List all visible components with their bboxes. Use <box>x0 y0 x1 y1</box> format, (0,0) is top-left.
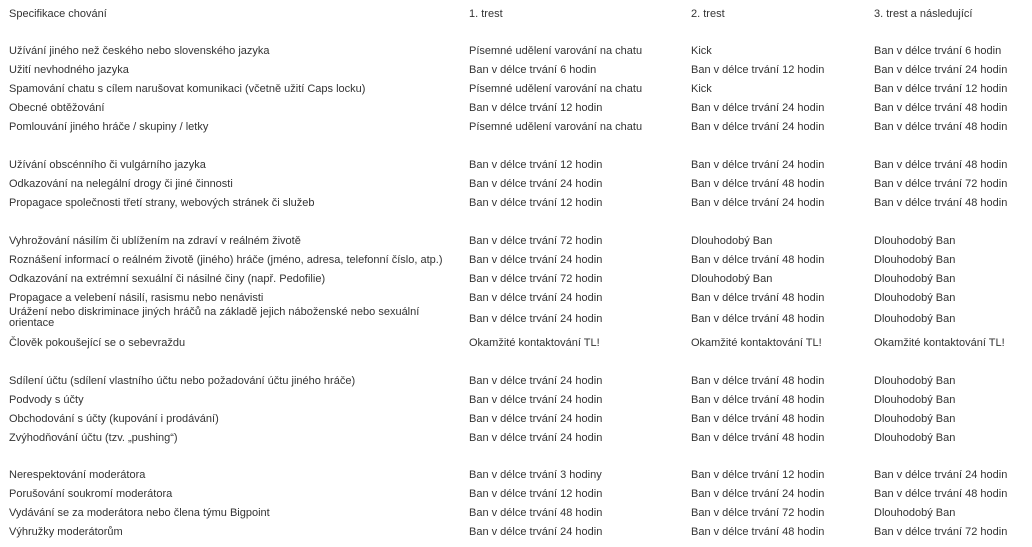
table-row <box>0 99 1032 118</box>
third-penalty-cell: Ban v délce trvání 72 hodin <box>874 178 1008 190</box>
first-penalty-cell: Ban v délce trvání 24 hodin <box>469 432 603 444</box>
second-penalty-cell: Kick <box>691 45 712 57</box>
third-penalty-cell: Ban v délce trvání 48 hodin <box>874 197 1008 209</box>
second-penalty-cell: Kick <box>691 83 712 95</box>
behavior-cell: Obchodování s účty (kupování i prodávání) <box>9 413 219 425</box>
table-row <box>0 42 1032 61</box>
behavior-cell: Vydávání se za moderátora nebo člena týmu Bigpoint <box>9 507 270 519</box>
second-penalty-cell: Ban v délce trvání 12 hodin <box>691 64 825 76</box>
table-row <box>0 334 1032 353</box>
table-row <box>0 175 1032 194</box>
behavior-cell: Propagace společnosti třetí strany, webových stránek či služeb <box>9 197 315 209</box>
second-penalty-cell: Ban v délce trvání 48 hodin <box>691 292 825 304</box>
behavior-cell: Užívání obscénního či vulgárního jazyka <box>9 159 206 171</box>
behavior-cell: Výhružky moderátorům <box>9 526 123 538</box>
behavior-cell: Odkazování na nelegální drogy či jiné činnosti <box>9 178 233 190</box>
table-row <box>0 523 1032 542</box>
behavior-cell: Urážení nebo diskriminace jiných hráčů na základě jejich náboženské nebo sexuální orientace <box>9 306 420 329</box>
header-row <box>0 5 1032 24</box>
second-penalty-cell: Ban v délce trvání 12 hodin <box>691 469 825 481</box>
behavior-cell: Užití nevhodného jazyka <box>9 64 129 76</box>
behavior-cell: Sdílení účtu (sdílení vlastního účtu nebo požadování účtu jiného hráče) <box>9 375 356 387</box>
third-penalty-cell: Ban v délce trvání 48 hodin <box>874 121 1008 133</box>
table-row <box>0 270 1032 289</box>
table-row <box>0 194 1032 213</box>
second-penalty-cell: Okamžité kontaktování TL! <box>691 337 822 349</box>
behavior-cell: Podvody s účty <box>9 394 84 406</box>
third-penalty-cell: Okamžité kontaktování TL! <box>874 337 1005 349</box>
first-penalty-cell: Písemné udělení varování na chatu <box>469 45 643 57</box>
table-row <box>0 232 1032 251</box>
behavior-cell: Pomlouvání jiného hráče / skupiny / letky <box>9 121 209 133</box>
first-penalty-cell: Ban v délce trvání 72 hodin <box>469 235 603 247</box>
second-penalty-cell: Ban v délce trvání 48 hodin <box>691 394 825 406</box>
third-penalty-cell: Dlouhodobý Ban <box>874 254 956 266</box>
second-penalty-cell: Ban v délce trvání 48 hodin <box>691 375 825 387</box>
table-row <box>0 504 1032 523</box>
table-row <box>0 466 1032 485</box>
second-penalty-cell: Ban v délce trvání 48 hodin <box>691 178 825 190</box>
table-row <box>0 251 1032 270</box>
third-penalty-cell: Dlouhodobý Ban <box>874 235 956 247</box>
second-penalty-cell: Ban v délce trvání 24 hodin <box>691 488 825 500</box>
behavior-cell: Nerespektování moderátora <box>9 469 146 481</box>
third-penalty-cell: Ban v délce trvání 48 hodin <box>874 102 1008 114</box>
second-penalty-cell: Dlouhodobý Ban <box>691 273 773 285</box>
table-row <box>0 372 1032 391</box>
second-penalty-cell: Ban v délce trvání 24 hodin <box>691 121 825 133</box>
second-penalty-cell: Ban v délce trvání 48 hodin <box>691 432 825 444</box>
table-row <box>0 80 1032 99</box>
first-penalty-cell: Ban v délce trvání 72 hodin <box>469 273 603 285</box>
first-penalty-cell: Ban v délce trvání 24 hodin <box>469 254 603 266</box>
first-penalty-cell: Okamžité kontaktování TL! <box>469 337 600 349</box>
table-row <box>0 485 1032 504</box>
third-penalty-cell: Ban v délce trvání 48 hodin <box>874 488 1008 500</box>
header-second-penalty: 2. trest <box>691 8 725 20</box>
first-penalty-cell: Ban v délce trvání 12 hodin <box>469 488 603 500</box>
behavior-cell: Porušování soukromí moderátora <box>9 488 173 500</box>
third-penalty-cell: Dlouhodobý Ban <box>874 292 956 304</box>
third-penalty-cell: Ban v délce trvání 24 hodin <box>874 64 1008 76</box>
second-penalty-cell: Ban v délce trvání 48 hodin <box>691 313 825 325</box>
header-third-penalty: 3. trest a následující <box>874 8 973 20</box>
behavior-cell: Roznášení informací o reálném životě (jiného) hráče (jméno, adresa, telefonní číslo, atp.) <box>9 254 443 266</box>
third-penalty-cell: Dlouhodobý Ban <box>874 413 956 425</box>
behavior-cell: Užívání jiného než českého nebo slovenského jazyka <box>9 45 270 57</box>
second-penalty-cell: Ban v délce trvání 24 hodin <box>691 102 825 114</box>
third-penalty-cell: Ban v délce trvání 12 hodin <box>874 83 1008 95</box>
behavior-cell: Propagace a velebení násilí, rasismu nebo nenávisti <box>9 292 264 304</box>
behavior-cell: Spamování chatu s cílem narušovat komunikaci (včetně užití Caps locku) <box>9 83 366 95</box>
first-penalty-cell: Ban v délce trvání 12 hodin <box>469 159 603 171</box>
first-penalty-cell: Ban v délce trvání 48 hodin <box>469 507 603 519</box>
third-penalty-cell: Ban v délce trvání 48 hodin <box>874 159 1008 171</box>
first-penalty-cell: Ban v délce trvání 24 hodin <box>469 313 603 325</box>
first-penalty-cell: Ban v délce trvání 3 hodiny <box>469 469 602 481</box>
behavior-cell: Vyhrožování násilím či ublížením na zdraví v reálném životě <box>9 235 301 247</box>
first-penalty-cell: Ban v délce trvání 12 hodin <box>469 197 603 209</box>
table-row <box>0 391 1032 410</box>
third-penalty-cell: Dlouhodobý Ban <box>874 432 956 444</box>
second-penalty-cell: Ban v délce trvání 72 hodin <box>691 507 825 519</box>
first-penalty-cell: Ban v délce trvání 6 hodin <box>469 64 597 76</box>
behavior-cell: Obecné obtěžování <box>9 102 105 114</box>
first-penalty-cell: Ban v délce trvání 24 hodin <box>469 413 603 425</box>
first-penalty-cell: Ban v délce trvání 24 hodin <box>469 394 603 406</box>
table-row <box>0 156 1032 175</box>
behavior-cell: Zvýhodňování účtu (tzv. „pushing“) <box>9 432 178 444</box>
third-penalty-cell: Dlouhodobý Ban <box>874 375 956 387</box>
first-penalty-cell: Ban v délce trvání 24 hodin <box>469 375 603 387</box>
third-penalty-cell: Ban v délce trvání 72 hodin <box>874 526 1008 538</box>
table-row <box>0 306 1032 332</box>
table-row <box>0 118 1032 137</box>
second-penalty-cell: Ban v délce trvání 24 hodin <box>691 197 825 209</box>
behavior-cell: Odkazování na extrémní sexuální či násilné činy (např. Pedofilie) <box>9 273 326 285</box>
table-row <box>0 61 1032 80</box>
header-first-penalty: 1. trest <box>469 8 503 20</box>
first-penalty-cell: Ban v délce trvání 24 hodin <box>469 292 603 304</box>
table-row <box>0 429 1032 448</box>
first-penalty-cell: Ban v délce trvání 24 hodin <box>469 526 603 538</box>
table-row <box>0 410 1032 429</box>
first-penalty-cell: Písemné udělení varování na chatu <box>469 121 643 133</box>
second-penalty-cell: Ban v délce trvání 48 hodin <box>691 254 825 266</box>
behavior-cell: Člověk pokoušející se o sebevraždu <box>9 337 186 349</box>
second-penalty-cell: Dlouhodobý Ban <box>691 235 773 247</box>
third-penalty-cell: Ban v délce trvání 6 hodin <box>874 45 1002 57</box>
third-penalty-cell: Ban v délce trvání 24 hodin <box>874 469 1008 481</box>
second-penalty-cell: Ban v délce trvání 48 hodin <box>691 413 825 425</box>
third-penalty-cell: Dlouhodobý Ban <box>874 507 956 519</box>
first-penalty-cell: Ban v délce trvání 12 hodin <box>469 102 603 114</box>
second-penalty-cell: Ban v délce trvání 48 hodin <box>691 526 825 538</box>
first-penalty-cell: Písemné udělení varování na chatu <box>469 83 643 95</box>
third-penalty-cell: Dlouhodobý Ban <box>874 313 956 325</box>
first-penalty-cell: Ban v délce trvání 24 hodin <box>469 178 603 190</box>
header-behavior: Specifikace chování <box>9 8 107 20</box>
third-penalty-cell: Dlouhodobý Ban <box>874 394 956 406</box>
third-penalty-cell: Dlouhodobý Ban <box>874 273 956 285</box>
second-penalty-cell: Ban v délce trvání 24 hodin <box>691 159 825 171</box>
